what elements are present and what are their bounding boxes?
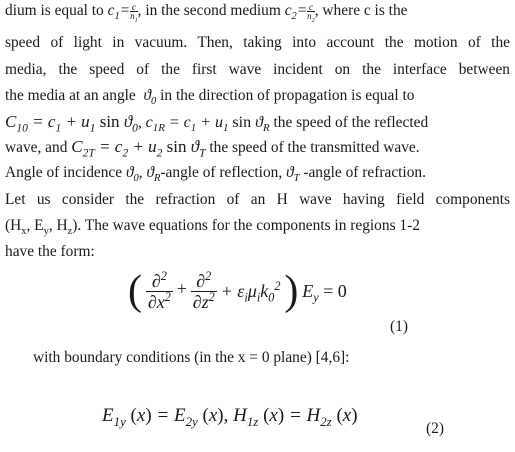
text-line-10: have the form:: [5, 243, 95, 260]
text-line-5: $C_{10} = c_1 + u_1$ $\sin ϑ_0$, $c_{1R} = c_1 + u_1$ $\sin ϑ_R$ the speed of the reflected: [5, 112, 429, 135]
text-fragment: the speed of the reflected: [273, 114, 429, 131]
symbol-theta-r: $ϑ_R$: [146, 164, 161, 185]
text-fragment: Angle of incidence: [5, 164, 123, 181]
text-fragment: -angle of refraction.: [303, 164, 426, 181]
text-line-2: speed of light in vacuum. Then, taking into account the motion of the: [5, 34, 510, 51]
text-fragment: dium is equal to: [5, 2, 104, 19]
formula-c2t: $C_{2T} = c_2 + u_2$ $\sin ϑ_T$: [71, 137, 206, 160]
right-paren: ): [284, 268, 299, 314]
inline-formula-c1: $c_1=$ $\frac{c}{n_1}$: [107, 1, 138, 24]
text-fragment: (H: [5, 217, 22, 234]
text-line-1: [5, 1, 408, 24]
text-fragment: wave, and: [5, 139, 68, 156]
text-line-3: media, the speed of the first wave incident on the interface between: [5, 61, 510, 78]
equation-number-2: (2): [426, 420, 444, 437]
formula-c10: $C_{10} = c_1 + u_1$ $\sin ϑ_0$: [5, 112, 138, 135]
text-line-6: [5, 137, 420, 158]
left-paren: (: [128, 268, 142, 314]
text-line-9: ($H_x$, $E_y$, $H_z$). The wave equations for the components in regions 1-2: [5, 217, 420, 238]
text-fragment: the speed of the transmitted wave.: [209, 139, 420, 156]
equation-number-1: (1): [390, 318, 408, 335]
text-fragment: , E: [26, 217, 44, 234]
fraction-d2-dz2: $\frac{\partial^2}{\partial z^2}$: [192, 268, 215, 312]
text-fragment: , where c is the: [314, 2, 408, 19]
text-line-4: [5, 86, 414, 106]
symbol-theta-0: $ϑ_0$: [139, 87, 157, 108]
fraction-d2-dx2: $\frac{\partial^2}{\partial x^2}$: [147, 268, 171, 312]
symbol-theta-0: $ϑ_0$: [125, 164, 139, 185]
text-fragment: , in the second medium: [137, 2, 281, 19]
inline-formula-c2: $c_2=$ $\frac{c}{n_2}$: [284, 1, 315, 24]
equation-2: $E_{1y}$ $(x) = E_{2y}$ (x), $H_{1z}$ $(x) = H_{2z}$ (x): [102, 405, 358, 429]
symbol-theta-t: $ϑ_T$: [286, 164, 300, 185]
text-line-11: with boundary conditions (in the x = 0 plane) [4,6]:: [33, 349, 350, 366]
text-line-8: Let us consider the refraction of an H wave having field components: [5, 191, 510, 208]
text-fragment: -angle of reflection,: [160, 164, 283, 181]
formula-c1r: $c_{1R} = c_1 + u_1$ $\sin ϑ_R$: [145, 114, 270, 135]
text-fragment: ). The wave equations for the components in regions 1-2: [72, 217, 420, 234]
equation-1: ( $\frac{\partial^2}{\partial x^2}$ + $\frac{\partial^2}{\partial z^2}$ + $\varepsilon_i\mu_ik_0^2$ ) $E_y = 0$: [128, 268, 347, 314]
text-fragment: in the direction of propagation is equal to: [160, 87, 415, 104]
text-line-7: Angle of incidence $ϑ_0$, $ϑ_R$-angle of reflection, $ϑ_T$ -angle of refraction.: [5, 164, 426, 185]
text-fragment: , H: [48, 217, 68, 234]
text-fragment: the media at an angle: [5, 87, 136, 104]
